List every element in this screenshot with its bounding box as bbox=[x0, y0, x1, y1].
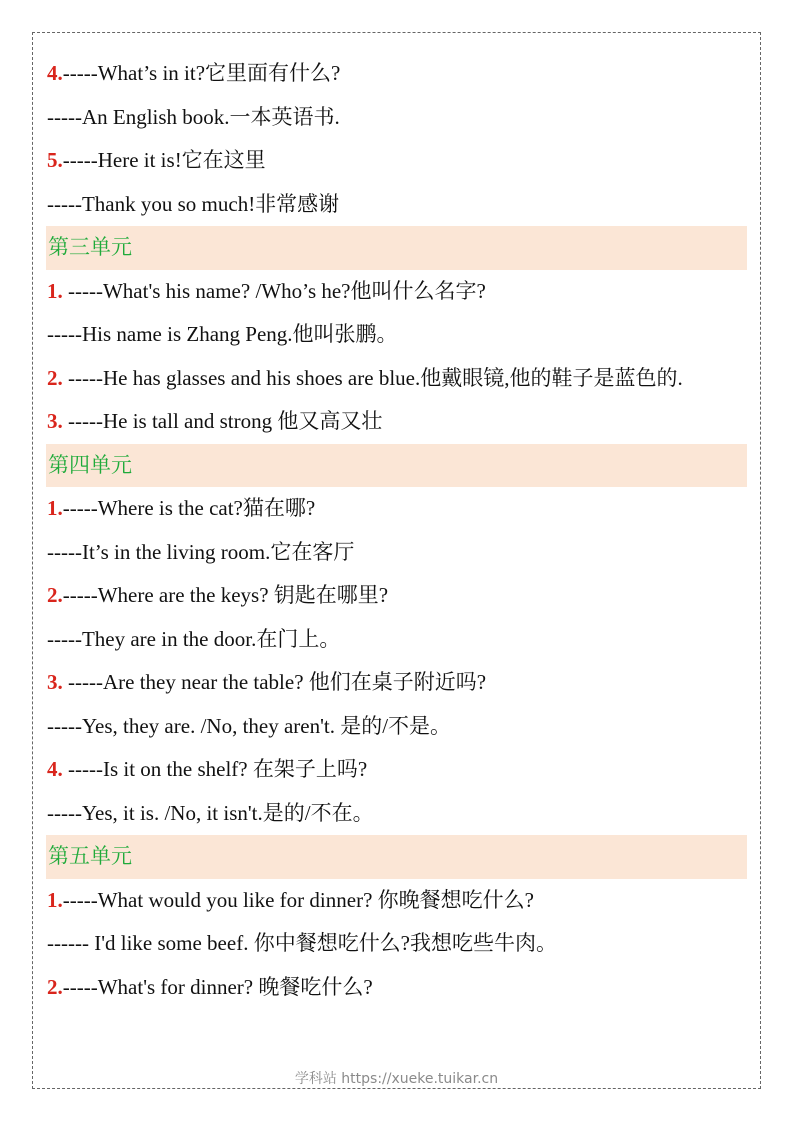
dialogue-text: -----He is tall and strong 他又高又壮 bbox=[62, 409, 383, 433]
item-number: 2. bbox=[47, 583, 63, 607]
dialogue-line bbox=[47, 618, 747, 662]
dialogue-line bbox=[47, 705, 747, 749]
dialogue-line bbox=[47, 792, 747, 836]
dialogue-text: -----What's for dinner? 晚餐吃什么? bbox=[62, 974, 373, 999]
dialogue-line bbox=[47, 270, 747, 314]
dialogue-text: -----Thank you so much!非常感谢 bbox=[47, 191, 340, 216]
dialogue-text: -----Here it is!它在这里 bbox=[62, 148, 266, 172]
dialogue-line bbox=[47, 487, 747, 531]
dialogue-text: -----His name is Zhang Peng.他叫张鹏。 bbox=[47, 322, 398, 346]
unit-3-heading: 第三单元 bbox=[46, 226, 747, 270]
item-number: 5. bbox=[47, 148, 63, 172]
dialogue-line bbox=[47, 922, 747, 966]
dialogue-line bbox=[47, 357, 747, 401]
dialogue-line bbox=[47, 313, 747, 357]
dialogue-text: -----An English book.一本英语书. bbox=[47, 104, 340, 129]
dialogue-text: -----Yes, they are. /No, they aren't. 是的/不是。 bbox=[47, 713, 452, 738]
dialogue-line bbox=[47, 879, 747, 923]
dialogue-line bbox=[47, 966, 747, 1010]
dialogue-line bbox=[47, 139, 747, 183]
dialogue-line bbox=[47, 531, 747, 575]
dialogue-text: -----He has glasses and his shoes are blue.他戴眼镜,他的鞋子是蓝色的. bbox=[62, 365, 683, 390]
item-number: 1. bbox=[47, 278, 63, 303]
item-number: 4. bbox=[47, 61, 63, 85]
dialogue-text: -----What would you like for dinner? 你晚餐想吃什么? bbox=[62, 887, 534, 912]
dialogue-line bbox=[47, 661, 747, 705]
item-number: 2. bbox=[47, 365, 63, 390]
dialogue-text: ------ I'd like some beef. 你中餐想吃什么?我想吃些牛肉。 bbox=[47, 931, 558, 955]
item-number: 3. bbox=[47, 409, 63, 433]
unit-5-heading: 第五单元 bbox=[46, 835, 747, 879]
footer-watermark: 学科站 https://xueke.tuikar.cn bbox=[294, 1071, 499, 1087]
dialogue-line bbox=[47, 183, 747, 227]
dialogue-text: -----Where is the cat?猫在哪? bbox=[62, 496, 316, 520]
dialogue-text: -----Yes, it is. /No, it isn't.是的/不在。 bbox=[47, 800, 374, 825]
dialogue-line bbox=[47, 748, 747, 792]
unit-4-heading: 第四单元 bbox=[46, 444, 747, 488]
item-number: 2. bbox=[47, 974, 63, 999]
dialogue-text: -----What’s in it?它里面有什么? bbox=[62, 61, 341, 85]
dialogue-line bbox=[47, 574, 747, 618]
dialogue-line bbox=[47, 52, 747, 96]
item-number: 1. bbox=[47, 496, 63, 520]
document-body bbox=[47, 52, 747, 1009]
item-number: 3. bbox=[47, 670, 63, 694]
dialogue-text: -----What's his name? /Who’s he?他叫什么名字? bbox=[62, 278, 486, 303]
dialogue-text: -----Is it on the shelf? 在架子上吗? bbox=[62, 757, 368, 781]
dialogue-text: -----Where are the keys? 钥匙在哪里? bbox=[62, 583, 389, 607]
dialogue-text: -----They are in the door.在门上。 bbox=[47, 626, 341, 651]
dialogue-text: -----Are they near the table? 他们在桌子附近吗? bbox=[62, 670, 487, 694]
dialogue-text: -----It’s in the living room.它在客厅 bbox=[47, 539, 355, 564]
dialogue-line bbox=[47, 96, 747, 140]
dialogue-line bbox=[47, 400, 747, 444]
item-number: 4. bbox=[47, 757, 63, 781]
item-number: 1. bbox=[47, 887, 63, 912]
